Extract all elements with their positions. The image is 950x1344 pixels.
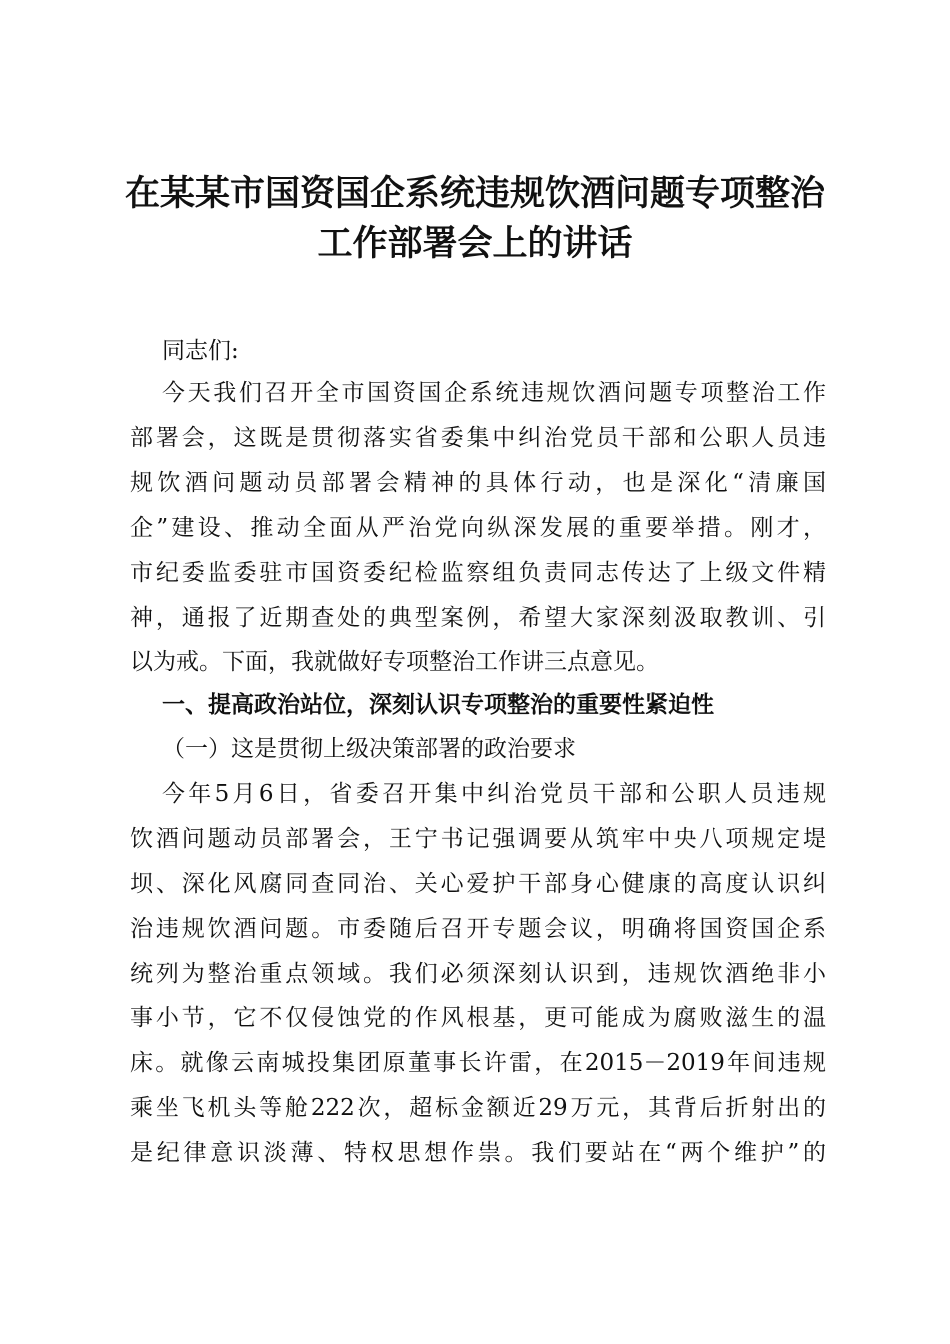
para2-line: 乘坐飞机头等舱222次，超标金额近29万元，其背后折射出的 [130,1095,826,1121]
para1-line: 市纪委监委驻市国资委纪检监察组负责同志传达了上级文件精 [130,560,826,586]
para1-line: 企”建设、推动全面从严治党向纵深发展的重要举措。刚才， [130,515,826,541]
para2-line: 床。就像云南城投集团原董事长许雷，在2015－2019年间违规 [130,1050,826,1076]
para2-line: 今年5月6日，省委召开集中纠治党员干部和公职人员违规 [162,781,826,807]
para1-line: 神，通报了近期查处的典型案例，希望大家深刻汲取教训、引 [130,605,826,631]
title-line-1: 在某某市国资国企系统违规饮酒问题专项整治 [124,174,825,214]
para1-line: 今天我们召开全市国资国企系统违规饮酒问题专项整治工作 [162,380,826,406]
para2-line: 统列为整治重点领域。我们必须深刻认识到，违规饮酒绝非小 [130,961,826,987]
title-line-2: 工作部署会上的讲话 [317,224,633,264]
salutation: 同志们: [162,338,239,364]
para2-line: 饮酒问题动员部署会，王宁书记强调要从筑牢中央八项规定堤 [130,826,826,852]
section-heading: 一、提高政治站位，深刻认识专项整治的重要性紧迫性 [162,692,714,718]
para2-line: 是纪律意识淡薄、特权思想作祟。我们要站在“两个维护”的 [130,1140,826,1166]
para2-line: 坝、深化风腐同查同治、关心爱护干部身心健康的高度认识纠 [130,871,826,897]
para1-line: 规饮酒问题动员部署会精神的具体行动，也是深化“清廉国 [130,470,826,496]
para2-line: 事小节，它不仅侵蚀党的作风根基，更可能成为腐败滋生的温 [130,1005,826,1031]
para1-line: 部署会，这既是贯彻落实省委集中纠治党员干部和公职人员违 [130,425,826,451]
para2-line: 治违规饮酒问题。市委随后召开专题会议，明确将国资国企系 [130,916,826,942]
subsection-heading: （一）这是贯彻上级决策部署的政治要求 [162,736,576,762]
para1-line: 以为戒。下面，我就做好专项整治工作讲三点意见。 [130,649,659,675]
